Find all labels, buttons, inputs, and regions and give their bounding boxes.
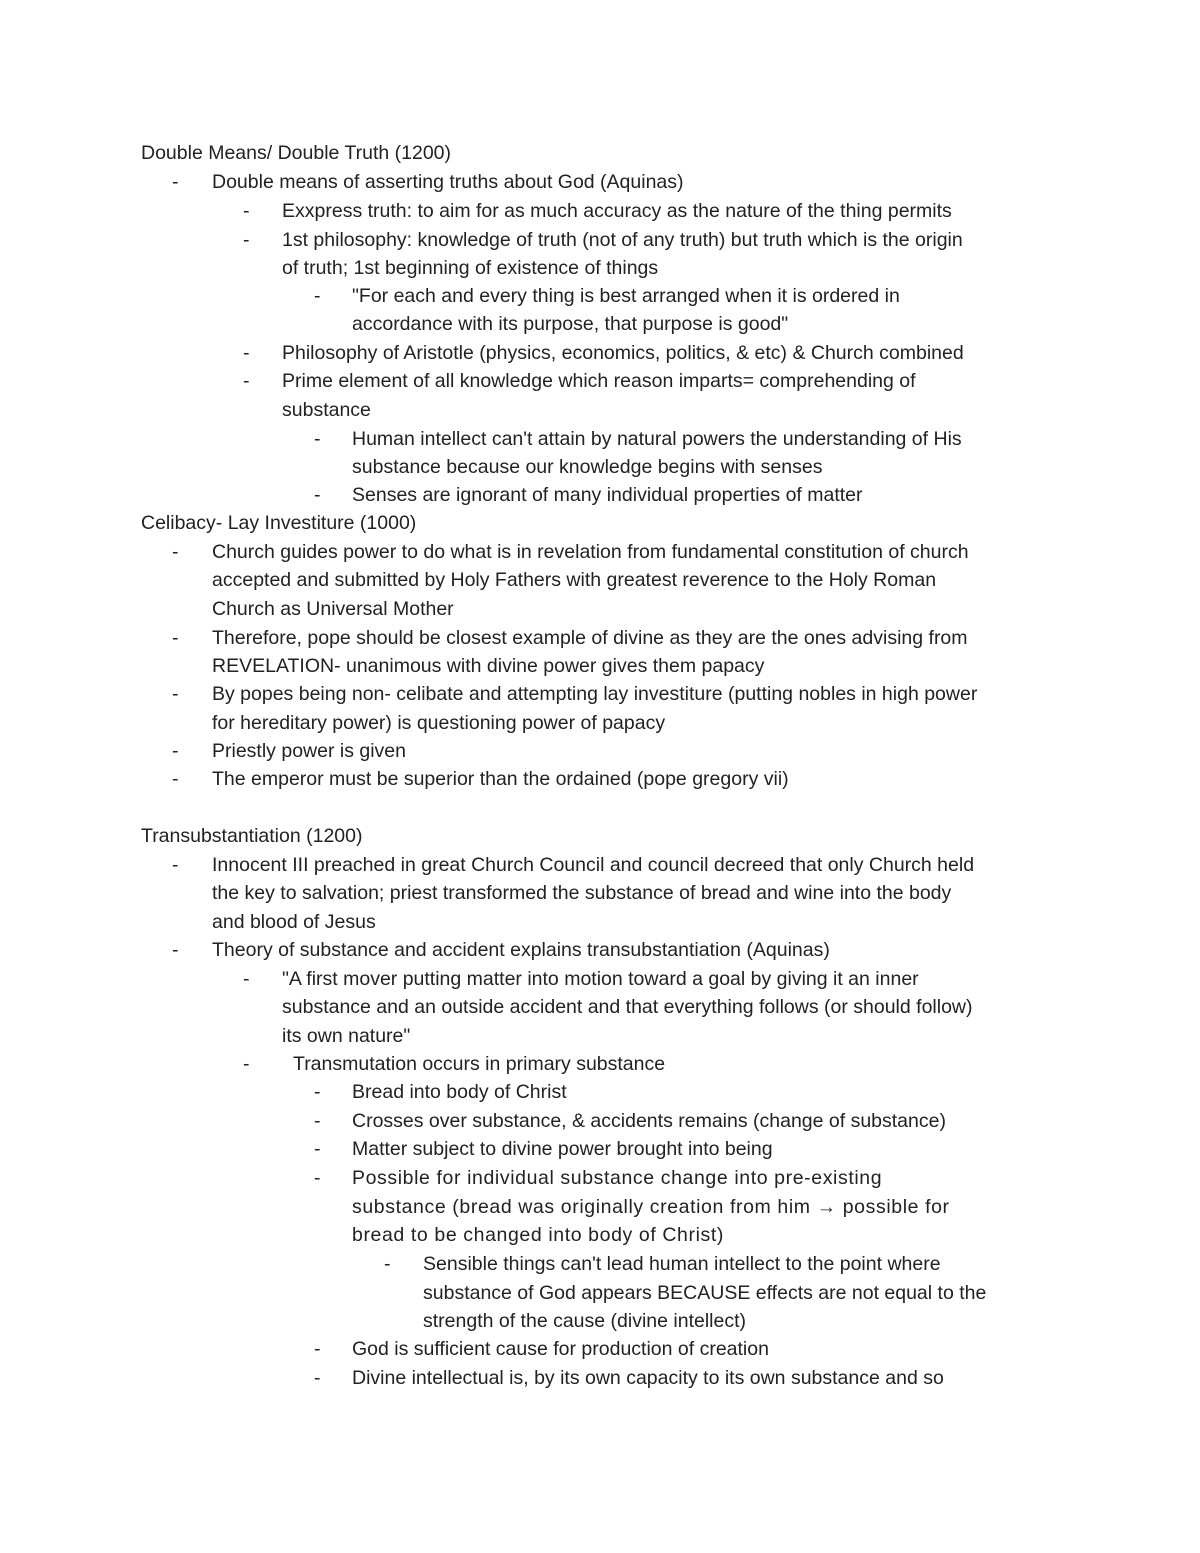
bullet-text: Bread into body of Christ bbox=[352, 1081, 567, 1103]
bullet-text: Exxpress truth: to aim for as much accuracy as the nature of the thing permits bbox=[282, 200, 952, 222]
bullet-text: Philosophy of Aristotle (physics, economics, politics, & etc) & Church combined bbox=[282, 342, 964, 364]
bullet-dash: - bbox=[172, 740, 179, 762]
bullet-text-continued: substance of God appears BECAUSE effects are not equal to the bbox=[423, 1282, 987, 1304]
bullet-text-continued: accepted and submitted by Holy Fathers with greatest reverence to the Holy Roman bbox=[212, 569, 937, 591]
bullet-dash: - bbox=[243, 968, 250, 990]
bullet-text-continued: substance because our knowledge begins with senses bbox=[352, 456, 823, 478]
bullet-dash: - bbox=[314, 484, 321, 506]
bullet-dash: - bbox=[172, 171, 179, 193]
bullet-dash: - bbox=[243, 229, 250, 251]
bullet-text: Crosses over substance, & accidents remains (change of substance) bbox=[352, 1110, 946, 1132]
bullet-text-continued: and blood of Jesus bbox=[212, 911, 376, 933]
bullet-text-continued: of truth; 1st beginning of existence of things bbox=[282, 257, 659, 279]
bullet-dash: - bbox=[172, 939, 179, 961]
bullet-text: Possible for individual substance change into pre-existing bbox=[352, 1167, 883, 1189]
bullet-text-continued: for hereditary power) is questioning power of papacy bbox=[212, 712, 666, 734]
bullet-dash: - bbox=[314, 1081, 321, 1103]
bullet-text: Sensible things can't lead human intellect to the point where bbox=[423, 1253, 941, 1275]
bullet-text: Senses are ignorant of many individual properties of matter bbox=[352, 484, 863, 506]
bullet-dash: - bbox=[172, 768, 179, 790]
bullet-text-continued: substance bbox=[282, 399, 371, 421]
bullet-dash: - bbox=[314, 285, 321, 307]
section-heading: Celibacy- Lay Investiture (1000) bbox=[141, 512, 417, 534]
bullet-text: Human intellect can't attain by natural powers the understanding of His bbox=[352, 428, 962, 450]
bullet-text: Transmutation occurs in primary substance bbox=[293, 1053, 666, 1075]
bullet-dash: - bbox=[243, 200, 250, 222]
bullet-text: Double means of asserting truths about God (Aquinas) bbox=[212, 171, 684, 193]
section-heading: Transubstantiation (1200) bbox=[141, 825, 363, 847]
bullet-text-continued: REVELATION- unanimous with divine power gives them papacy bbox=[212, 655, 765, 677]
bullet-dash: - bbox=[243, 1053, 250, 1075]
bullet-dash: - bbox=[314, 1338, 321, 1360]
bullet-text: Matter subject to divine power brought into being bbox=[352, 1138, 773, 1160]
bullet-text-continued: bread to be changed into body of Christ) bbox=[352, 1224, 724, 1246]
bullet-dash: - bbox=[314, 1167, 321, 1189]
bullet-text: 1st philosophy: knowledge of truth (not of any truth) but truth which is the origin bbox=[282, 229, 963, 251]
bullet-text-continued: Church as Universal Mother bbox=[212, 598, 454, 620]
section-heading: Double Means/ Double Truth (1200) bbox=[141, 142, 452, 164]
bullet-dash: - bbox=[314, 1367, 321, 1389]
bullet-text-continued: substance and an outside accident and that everything follows (or should follow) bbox=[282, 996, 973, 1018]
bullet-text: The emperor must be superior than the ordained (pope gregory vii) bbox=[212, 768, 789, 790]
bullet-text: Divine intellectual is, by its own capacity to its own substance and so bbox=[352, 1367, 944, 1389]
bullet-text: "A first mover putting matter into motion toward a goal by giving it an inner bbox=[282, 968, 919, 990]
bullet-text: "For each and every thing is best arranged when it is ordered in bbox=[352, 285, 900, 307]
bullet-dash: - bbox=[384, 1253, 391, 1275]
bullet-text: Priestly power is given bbox=[212, 740, 406, 762]
bullet-dash: - bbox=[314, 1110, 321, 1132]
bullet-dash: - bbox=[314, 428, 321, 450]
bullet-text: God is sufficient cause for production of creation bbox=[352, 1338, 769, 1360]
bullet-dash: - bbox=[172, 627, 179, 649]
bullet-text-continued: strength of the cause (divine intellect) bbox=[423, 1310, 747, 1332]
bullet-dash: - bbox=[243, 370, 250, 392]
bullet-dash: - bbox=[243, 342, 250, 364]
bullet-text-continued: substance (bread was originally creation from him → possible for bbox=[352, 1196, 950, 1218]
bullet-dash: - bbox=[314, 1138, 321, 1160]
bullet-text: Prime element of all knowledge which reason imparts= comprehending of bbox=[282, 370, 916, 392]
bullet-text-continued: accordance with its purpose, that purpose is good" bbox=[352, 313, 789, 335]
bullet-text: Church guides power to do what is in revelation from fundamental constitution of church bbox=[212, 541, 969, 563]
bullet-text-continued: its own nature" bbox=[282, 1025, 411, 1047]
bullet-text: Theory of substance and accident explains transubstantiation (Aquinas) bbox=[212, 939, 830, 961]
bullet-dash: - bbox=[172, 854, 179, 876]
bullet-text-continued: the key to salvation; priest transformed the substance of bread and wine into the body bbox=[212, 882, 952, 904]
bullet-dash: - bbox=[172, 683, 179, 705]
bullet-text: By popes being non- celibate and attempting lay investiture (putting nobles in high power bbox=[212, 683, 978, 705]
bullet-dash: - bbox=[172, 541, 179, 563]
bullet-text: Innocent III preached in great Church Council and council decreed that only Church held bbox=[212, 854, 975, 876]
bullet-text: Therefore, pope should be closest example of divine as they are the ones advising from bbox=[212, 627, 968, 649]
